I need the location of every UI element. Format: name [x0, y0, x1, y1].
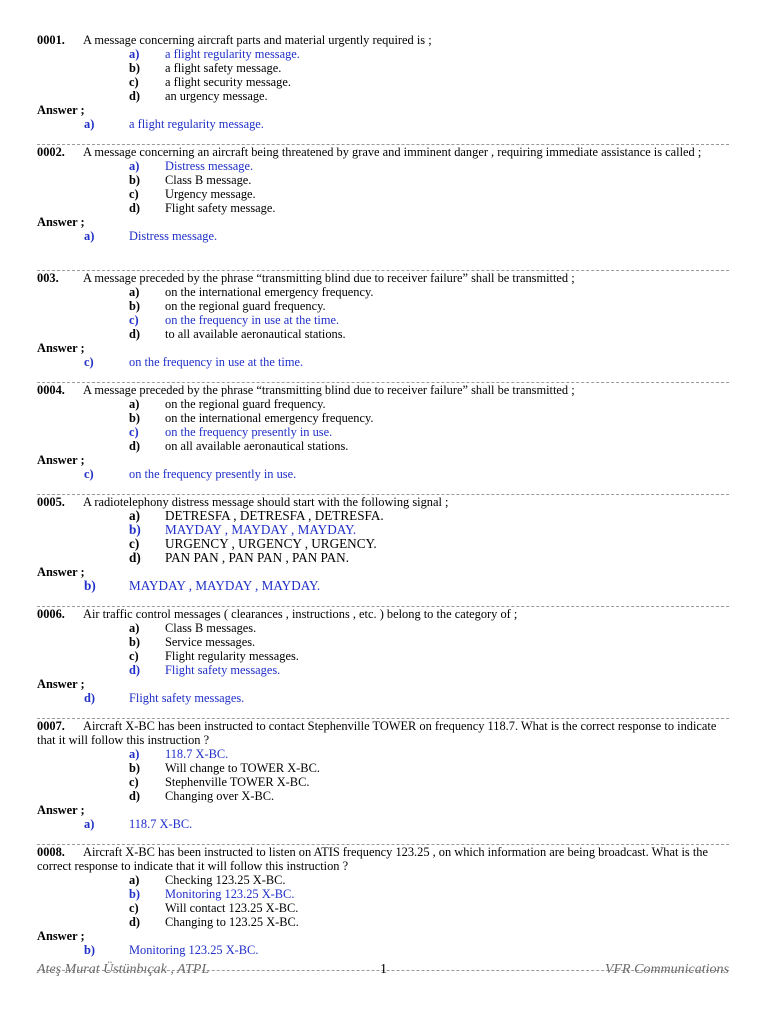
footer-author: Ateş Murat Üstünbıçak , ATPL	[37, 962, 210, 977]
answer-label: Answer ;	[37, 453, 85, 467]
question-stem	[37, 607, 729, 621]
option-letter: b)	[129, 411, 141, 425]
option-text: to all available aeronautical stations.	[165, 327, 346, 341]
answer-option	[37, 635, 729, 649]
option-letter: a)	[129, 285, 140, 299]
question-number: 0005.	[37, 495, 65, 509]
page-number: 1	[380, 962, 387, 977]
question-block	[37, 607, 729, 719]
correct-answer-letter: b)	[84, 943, 96, 957]
option-text: on the frequency presently in use.	[165, 425, 333, 439]
option-letter: d)	[129, 915, 141, 929]
question-stem	[37, 271, 729, 285]
question-text: Aircraft X-BC has been instructed to contact Stephenville TOWER on frequency 118.7. What is the correct response to indicate that it will follow this instruction ?	[37, 719, 717, 747]
option-letter: a)	[129, 47, 140, 61]
answer-option	[37, 775, 729, 789]
option-text: Flight safety messages.	[165, 663, 281, 677]
option-letter: a)	[129, 747, 140, 761]
option-letter: b)	[129, 635, 141, 649]
option-text: on the international emergency frequency.	[165, 285, 374, 299]
option-letter: c)	[129, 75, 139, 89]
question-block	[37, 719, 729, 845]
answer-option	[37, 89, 729, 103]
option-letter: c)	[129, 313, 139, 327]
option-text: DETRESFA , DETRESFA , DETRESFA.	[165, 508, 384, 523]
option-letter: c)	[129, 649, 139, 663]
correct-answer-letter: a)	[84, 817, 95, 831]
option-letter: b)	[129, 887, 141, 901]
answer-option	[37, 159, 729, 173]
answer-option	[37, 411, 729, 425]
question-block	[37, 271, 729, 383]
correct-answer	[37, 579, 729, 593]
correct-answer-letter: a)	[84, 117, 95, 131]
correct-answer-letter: a)	[84, 229, 95, 243]
option-letter: c)	[129, 901, 139, 915]
answer-label: Answer ;	[37, 803, 85, 817]
page-footer	[37, 962, 729, 982]
question-text: Aircraft X-BC has been instructed to listen on ATIS frequency 123.25 , on which information are being broadcast. What is the correct response to indicate that it will follow this instruction ?	[37, 845, 708, 873]
option-letter: c)	[129, 187, 139, 201]
option-text: PAN PAN , PAN PAN , PAN PAN.	[165, 550, 349, 565]
answer-option	[37, 327, 729, 341]
option-letter: b)	[129, 173, 141, 187]
answer-option	[37, 663, 729, 677]
question-text: A message preceded by the phrase “transmitting blind due to receiver failure” shall be transmitted ;	[83, 271, 575, 285]
correct-answer	[37, 117, 729, 131]
answer-option	[37, 425, 729, 439]
answer-option	[37, 649, 729, 663]
option-letter: b)	[129, 61, 141, 75]
option-text: Will change to TOWER X-BC.	[165, 761, 320, 775]
option-text: 118.7 X-BC.	[165, 747, 229, 761]
option-text: URGENCY , URGENCY , URGENCY.	[165, 536, 377, 551]
answer-option	[37, 201, 729, 215]
answer-label: Answer ;	[37, 929, 85, 943]
answer-option	[37, 915, 729, 929]
option-text: a flight security message.	[165, 75, 291, 89]
option-letter: c)	[129, 425, 139, 439]
answer-option	[37, 47, 729, 61]
correct-answer-letter: c)	[84, 467, 94, 481]
option-letter: a)	[129, 397, 140, 411]
option-letter: b)	[129, 299, 141, 313]
question-text: A message concerning aircraft parts and material urgently required is ;	[83, 33, 432, 47]
correct-answer	[37, 943, 729, 957]
correct-answer	[37, 691, 729, 705]
question-block	[37, 383, 729, 495]
option-text: a flight regularity message.	[165, 47, 300, 61]
correct-answer	[37, 467, 729, 481]
question-stem	[37, 33, 729, 47]
question-number: 003.	[37, 271, 59, 285]
question-stem	[37, 495, 729, 509]
answer-label: Answer ;	[37, 341, 85, 355]
question-stem	[37, 845, 729, 873]
correct-answer-letter: d)	[84, 691, 96, 705]
answer-option	[37, 887, 729, 901]
correct-answer-text: on the frequency presently in use.	[129, 467, 297, 481]
option-letter: d)	[129, 327, 141, 341]
option-text: Urgency message.	[165, 187, 256, 201]
correct-answer-text: on the frequency in use at the time.	[129, 355, 304, 369]
question-text: Air traffic control messages ( clearances , instructions , etc. ) belong to the category of ;	[83, 607, 518, 621]
question-text: A message preceded by the phrase “transmitting blind due to receiver failure” shall be transmitted ;	[83, 383, 575, 397]
option-text: Stephenville TOWER X-BC.	[165, 775, 310, 789]
answer-option	[37, 397, 729, 411]
answer-option	[37, 299, 729, 313]
correct-answer-text: MAYDAY , MAYDAY , MAYDAY.	[129, 578, 321, 593]
option-text: Will contact 123.25 X-BC.	[165, 901, 299, 915]
option-letter: b)	[129, 761, 141, 775]
option-letter: d)	[129, 550, 141, 565]
option-letter: d)	[129, 663, 141, 677]
answer-option	[37, 313, 729, 327]
question-text: A radiotelephony distress message should start with the following signal ;	[83, 495, 449, 509]
question-block	[37, 495, 729, 607]
answer-label: Answer ;	[37, 677, 85, 691]
answer-option	[37, 747, 729, 761]
option-text: Changing to 123.25 X-BC.	[165, 915, 299, 929]
option-text: on the regional guard frequency.	[165, 299, 326, 313]
answer-option	[37, 75, 729, 89]
option-text: on the international emergency frequency.	[165, 411, 374, 425]
option-letter: c)	[129, 536, 140, 551]
option-letter: a)	[129, 621, 140, 635]
question-stem	[37, 719, 729, 747]
option-text: Monitoring 123.25 X-BC.	[165, 887, 295, 901]
option-text: on the frequency in use at the time.	[165, 313, 340, 327]
answer-label: Answer ;	[37, 215, 85, 229]
answer-option	[37, 439, 729, 453]
option-text: on all available aeronautical stations.	[165, 439, 349, 453]
correct-answer-text: a flight regularity message.	[129, 117, 264, 131]
question-number: 0001.	[37, 33, 65, 47]
option-letter: d)	[129, 201, 141, 215]
answer-option	[37, 61, 729, 75]
option-letter: a)	[129, 159, 140, 173]
answer-option	[37, 537, 729, 551]
question-list	[37, 33, 729, 971]
correct-answer	[37, 229, 729, 243]
option-text: Flight safety message.	[165, 201, 276, 215]
question-stem	[37, 145, 729, 159]
answer-option	[37, 187, 729, 201]
option-letter: c)	[129, 775, 139, 789]
option-text: Changing over X-BC.	[165, 789, 275, 803]
answer-option	[37, 285, 729, 299]
correct-answer-text: 118.7 X-BC.	[129, 817, 193, 831]
option-text: Class B messages.	[165, 621, 257, 635]
answer-option	[37, 509, 729, 523]
correct-answer-text: Distress message.	[129, 229, 218, 243]
answer-option	[37, 873, 729, 887]
question-text: A message concerning an aircraft being threatened by grave and imminent danger , requiring immediate assistance is called ;	[83, 145, 702, 159]
correct-answer-text: Monitoring 123.25 X-BC.	[129, 943, 259, 957]
option-letter: a)	[129, 508, 140, 523]
answer-option	[37, 173, 729, 187]
answer-label: Answer ;	[37, 565, 85, 579]
question-block	[37, 145, 729, 271]
question-stem	[37, 383, 729, 397]
answer-option	[37, 761, 729, 775]
option-letter: a)	[129, 873, 140, 887]
answer-option	[37, 789, 729, 803]
correct-answer-letter: c)	[84, 355, 94, 369]
correct-answer-letter: b)	[84, 578, 96, 593]
answer-option	[37, 901, 729, 915]
correct-answer	[37, 355, 729, 369]
option-text: Distress message.	[165, 159, 254, 173]
option-text: Service messages.	[165, 635, 256, 649]
answer-label: Answer ;	[37, 103, 85, 117]
question-number: 0006.	[37, 607, 65, 621]
answer-option	[37, 621, 729, 635]
question-block	[37, 845, 729, 971]
correct-answer	[37, 817, 729, 831]
option-text: MAYDAY , MAYDAY , MAYDAY.	[165, 522, 357, 537]
answer-option	[37, 523, 729, 537]
option-text: an urgency message.	[165, 89, 268, 103]
option-letter: d)	[129, 439, 141, 453]
question-number: 0004.	[37, 383, 65, 397]
question-number: 0002.	[37, 145, 65, 159]
option-text: Class B message.	[165, 173, 252, 187]
option-text: on the regional guard frequency.	[165, 397, 326, 411]
option-text: a flight safety message.	[165, 61, 282, 75]
answer-option	[37, 551, 729, 565]
option-text: Flight regularity messages.	[165, 649, 299, 663]
option-letter: d)	[129, 89, 141, 103]
question-block	[37, 33, 729, 145]
question-number: 0008.	[37, 845, 65, 859]
question-number: 0007.	[37, 719, 65, 733]
option-letter: d)	[129, 789, 141, 803]
footer-subject: VFR Communications	[604, 962, 729, 977]
option-letter: b)	[129, 522, 141, 537]
correct-answer-text: Flight safety messages.	[129, 691, 245, 705]
option-text: Checking 123.25 X-BC.	[165, 873, 286, 887]
